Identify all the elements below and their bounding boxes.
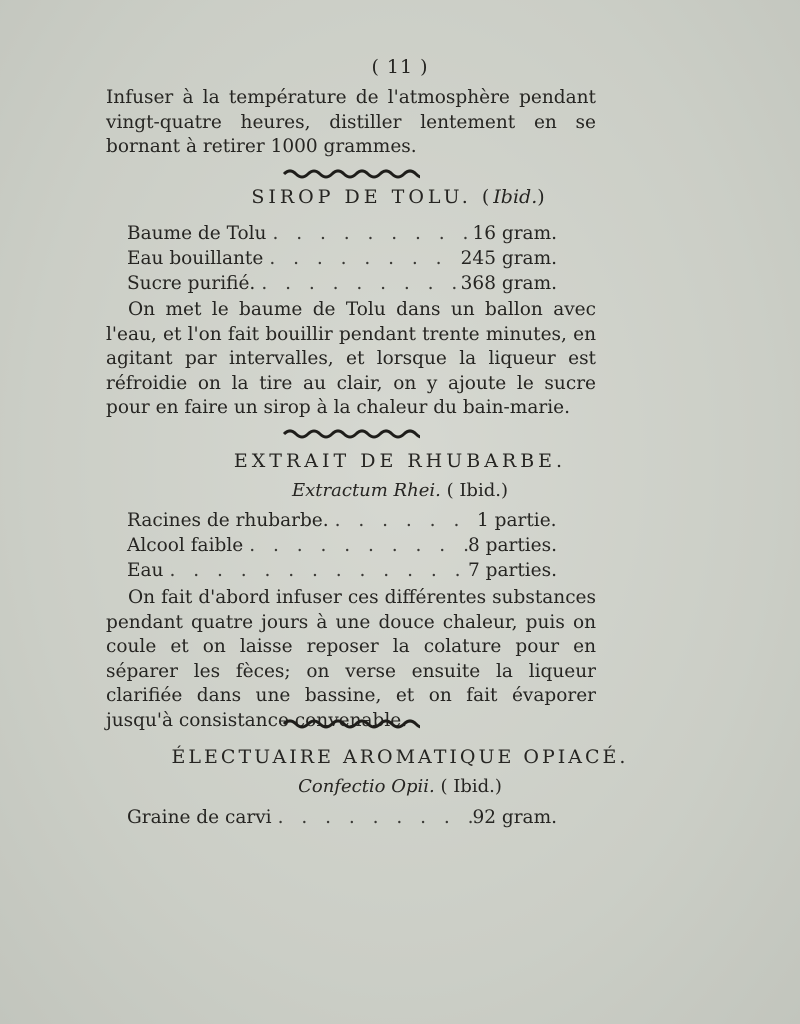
ingredient-name: Baume de Tolu bbox=[127, 223, 267, 244]
leader-dots bbox=[266, 222, 472, 246]
ingredient-row bbox=[127, 247, 557, 271]
ingredient-quantity: 1 partie. bbox=[477, 510, 557, 531]
leader-dots bbox=[263, 247, 460, 271]
ingredient-name: Racines de rhubarbe. bbox=[127, 510, 329, 531]
wave-ornament-2 bbox=[282, 426, 420, 440]
ingredient-name: Eau bouillante bbox=[127, 248, 264, 269]
electuaire-subtitle bbox=[0, 776, 800, 797]
ingredient-quantity: 7 parties. bbox=[467, 560, 557, 581]
wave-ornament-1 bbox=[282, 166, 420, 180]
ingredient-name: Graine de carvi bbox=[127, 807, 272, 828]
extrait-source: ( Ibid.) bbox=[446, 480, 508, 501]
ingredient-row bbox=[127, 534, 557, 558]
page-number: ( 11 ) bbox=[371, 56, 429, 78]
extrait-title: EXTRAIT DE RHUBARBE. bbox=[233, 450, 567, 472]
extrait-instructions-text: On fait d'abord infuser ces différentes substances pendant quatre jours à une douce chaleur, puis on coule et on laisse reposer la colature pour en séparer les fèces; on verse ensuite la liqueur clarifiée dans une bassine, et on fait évaporer jusqu'à consistance convenable. bbox=[106, 587, 596, 731]
sirop-source: Ibid. bbox=[493, 186, 538, 208]
sirop-instructions bbox=[106, 298, 596, 421]
ingredient-name: Alcool faible bbox=[127, 535, 244, 556]
wave-ornament-3 bbox=[282, 716, 420, 730]
ingredient-quantity: 92 gram. bbox=[472, 807, 557, 828]
ingredient-name: Eau bbox=[127, 560, 164, 581]
electuaire-title: ÉLECTUAIRE AROMATIQUE OPIACÉ. bbox=[171, 746, 629, 768]
ingredient-quantity: 368 gram. bbox=[460, 273, 557, 294]
ingredient-row bbox=[127, 509, 557, 533]
leader-dots bbox=[329, 509, 477, 533]
ingredient-row bbox=[127, 559, 557, 583]
leader-dots bbox=[163, 559, 468, 583]
sirop-source-open: ( bbox=[481, 186, 494, 208]
sirop-title-text: SIROP DE TOLU. bbox=[251, 186, 472, 208]
ingredient-row bbox=[127, 806, 557, 830]
intro-paragraph: Infuser à la température de l'atmosphère pendant vingt-quatre heures, distiller lentement en se bornant à retirer 1000 grammes. bbox=[106, 87, 596, 157]
extrait-latin: Extractum Rhei. bbox=[292, 480, 441, 501]
extrait-instructions bbox=[106, 586, 596, 733]
ingredient-quantity: 245 gram. bbox=[460, 248, 557, 269]
ingredient-row bbox=[127, 272, 557, 296]
electuaire-latin: Confectio Opii. bbox=[298, 776, 435, 797]
sirop-title bbox=[0, 186, 800, 208]
ingredient-quantity: 8 parties. bbox=[467, 535, 557, 556]
ingredient-quantity: 16 gram. bbox=[472, 223, 557, 244]
sirop-source-close: ) bbox=[537, 186, 549, 208]
leader-dots bbox=[272, 806, 473, 830]
electuaire-source: ( Ibid.) bbox=[440, 776, 502, 797]
leader-dots bbox=[243, 534, 468, 558]
leader-dots bbox=[255, 272, 460, 296]
sirop-instructions-text: On met le baume de Tolu dans un ballon avec l'eau, et l'on fait bouillir pendant trente minutes, en agitant par intervalles, et lorsque la liqueur est réfroidie on la tire au clair, on y ajoute le sucre pour en faire un sirop à la chaleur du bain-marie. bbox=[106, 299, 596, 418]
ingredient-row bbox=[127, 222, 557, 246]
ingredient-name: Sucre purifié. bbox=[127, 273, 256, 294]
extrait-subtitle bbox=[0, 480, 800, 501]
